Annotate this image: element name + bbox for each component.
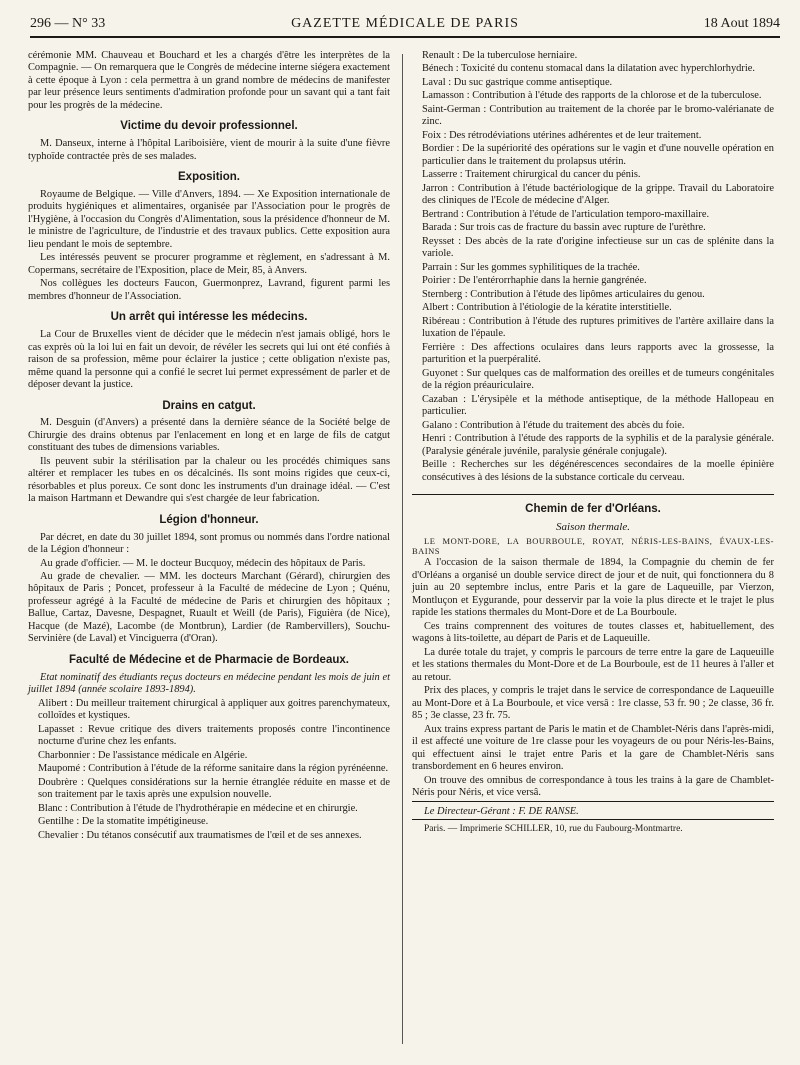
thesis-entry: Ribéreau : Contribution à l'étude des ruptures primitives de l'artère axillaire dans la luxation de l'épaule. <box>422 315 774 340</box>
chemin-paragraph: Aux trains express partant de Paris le matin et de Chamblet-Néris dans l'après-midi, il est affecté une voiture de 1re classe pour les voyageurs de ou pour Néris-les-Bains, qui effectuent ainsi le trajet entre Paris et la gare de Chamblet-Néris sans transbordement en 6 heures environ. <box>412 723 774 773</box>
chemin-places: LE MONT-DORE, LA BOURBOULE, ROYAT, NÉRIS-LES-BAINS, ÉVAUX-LES-BAINS <box>412 535 774 557</box>
thesis-entry: Bertrand : Contribution à l'étude de l'articulation temporo-maxillaire. <box>422 208 710 220</box>
chemin-paragraph: Prix des places, y compris le trajet dans le service de correspondance de Laqueuille au Mont-Dore et à La Bourboule, et vice versâ : 1re classe, 53 fr. 90 ; 2e classe, 36 fr. 85 ; 3e classe, 23 fr. 75. <box>412 685 774 722</box>
thesis-entry: Jarron : Contribution à l'étude bactériologique de la grippe. Travail du Laboratoire des cliniques de l'Ecole de médecine d'Alger. <box>422 182 774 207</box>
page-number: 296 — N° 33 <box>30 16 106 31</box>
thesis-entry: Reysset : Des abcès de la rate d'origine infectieuse sur un cas de splénite dans la variole. <box>422 235 774 260</box>
thesis-entry: Chevalier : Du tétanos consécutif aux traumatismes de l'œil et de ses annexes. <box>38 829 362 841</box>
thesis-entry: Galano : Contribution à l'étude du traitement des abcès du foie. <box>422 419 685 431</box>
thesis-entry: Doubrère : Quelques considérations sur la hernie étranglée réduite en masse et de son traitement par le taxis après une expulsion nouvelle. <box>38 776 390 801</box>
thesis-entry: Henri : Contribution à l'étude des rapports de la syphilis et de la paralysie générale. (Paralysie générale juvénile, paralysie générale conjugale). <box>422 433 774 457</box>
chemin-paragraph: A l'occasion de la saison thermale de 1894, la Compagnie du chemin de fer d'Orléans a organisé un double service direct de jour et de nuit, qui fonctionnera du 8 juin au 20 septembre inclus, entre Paris et la gare de Laqueuille, par Vierzon, Montluçon et Eygurande, pour desservir par la voie la plus directe et le trajet le plus rapide les stations thermales du Mont-Dore et de La Bourboule. <box>412 557 774 619</box>
thesis-entry: Charbonnier : De l'assistance médicale en Algérie. <box>38 749 248 761</box>
thesis-entry: Beille : Recherches sur les dégénérescences secondaires de la moelle épinière consécutives à des lésions de la substance corticale du cerveau. <box>422 459 774 483</box>
legion-paragraph: Au grade d'officier. — M. le docteur Bucquoy, médecin des hôpitaux de Paris. <box>40 557 366 569</box>
thesis-entry: Bordier : De la supériorité des opérations sur le vagin et d'une nouvelle opération en particulier dans le traitement du prolapsus utérin. <box>422 143 774 167</box>
director-signature: Le Directeur-Gérant : F. DE RANSE. <box>412 801 774 818</box>
thesis-entry: Albert : Contribution à l'étiologie de la kératite interstitielle. <box>422 302 672 314</box>
intro-paragraph: cérémonie MM. Chauveau et Bouchard et les a chargés d'être les interprètes de la Compagnie. — On remarquera que le Congrès de médecine interne siégera exactement à cette époque à Lyon : cela permettra à un grand nombre de médecins de manifester par leur présence leurs sentiments d'admiration profonde pour un savant qui a tant fait pour les progrès de la médecine. <box>28 50 390 111</box>
thesis-entry: Renault : De la tuberculose herniaire. <box>422 50 578 61</box>
exposition-heading: Exposition. <box>178 171 240 184</box>
thesis-entry: Barada : Sur trois cas de fracture du bassin avec rupture de l'urèthre. <box>422 222 706 234</box>
chemin-paragraph: On trouve des omnibus de correspondance à tous les trains à la gare de Chamblet-Néris pour Néris, et vice versâ. <box>412 774 774 799</box>
thesis-entry: Alibert : Du meilleur traitement chirurgical à appliquer aux goitres parenchymateux, colloïdes et kystiques. <box>38 697 390 722</box>
thesis-entry: Guyonet : Sur quelques cas de malformation des oreilles et de tumeurs congénitales de la région préauriculaire. <box>422 367 774 392</box>
exposition-paragraph: Les intéressés peuvent se procurer programme et règlement, en s'adressant à M. Copermans, secrétaire de l'Exposition, place de Meir, 85, à Anvers. <box>28 252 390 276</box>
bordeaux-heading: Faculté de Médecine et de Pharmacie de Bordeaux. <box>69 653 349 666</box>
thesis-entry: Maupomé : Contribution à l'étude de la réforme sanitaire dans la région pyrénéenne. <box>38 763 389 775</box>
right-column <box>412 50 774 836</box>
thesis-entry: Laval : Du suc gastrique comme antiseptique. <box>422 76 613 88</box>
legion-paragraph: Au grade de chevalier. — MM. les docteurs Marchant (Gérard), chirurgien des hôpitaux de Paris ; Poncet, professeur à la Faculté de médecine de Lyon ; Quénu, professeur agrégé à la Faculté de médecine de Paris et chirurgien des hôpitaux ; Ballue, Cartaz, Davesne, Despagnet, Ruault et Weill (de Paris), Figuièra (de Nice), Hacque (de Mazé), Lacombe (de Montbrun), Lardier (de Rambervillers), Souchu-Servinière (de Laval) et Vinciguerra (d'Oran). <box>28 571 390 645</box>
page-header <box>30 14 780 38</box>
drains-heading: Drains en catgut. <box>162 399 256 412</box>
legion-heading: Légion d'honneur. <box>159 513 259 526</box>
drains-paragraph: M. Desguin (d'Anvers) a présenté dans la dernière séance de la Société belge de Chirurgie des drains obtenus par l'enlacement en long et en large de fils de catgut constituant des tubes de dimensions variables. <box>28 417 390 454</box>
thesis-entry: Lamasson : Contribution à l'étude des rapports de la chlorose et de la tuberculose. <box>422 90 762 102</box>
thesis-entry: Gentilhe : De la stomatite impétigineuse. <box>38 816 209 828</box>
bordeaux-subtitle: Etat nominatif des étudiants reçus docteurs en médecine pendant les mois de juin et juillet 1894 (année scolaire 1893-1894). <box>28 671 390 696</box>
victime-heading: Victime du devoir professionnel. <box>120 120 298 133</box>
section-rule <box>412 494 774 495</box>
thesis-entry: Sternberg : Contribution à l'étude des lipômes articulaires du genou. <box>422 288 705 300</box>
arret-paragraph: La Cour de Bruxelles vient de décider que le médecin n'est jamais obligé, hors le cas exprès où la loi lui en fait un devoir, de révéler les secrets qui lui ont été confiés à raison de sa profession, même pour éclairer la justice ; cette obligation n'existe pas, même quand la personne qui a confié le secret lui permet expressément de parler et de déposer devant la justice. <box>28 329 390 391</box>
thesis-entry: Lapasset : Revue critique des divers traitements proposés contre l'incontinence nocturne d'urine chez les enfants. <box>38 723 390 748</box>
chemin-paragraph: La durée totale du trajet, y compris le parcours de terre entre la gare de Laqueuille et les stations thermales du Mont-Dore et de La Bourboule, est de 11 heures à l'aller et au retour. <box>412 646 774 683</box>
arret-heading: Un arrêt qui intéresse les médecins. <box>110 311 308 324</box>
thesis-entry: Lasserre : Traitement chirurgical du cancer du pénis. <box>422 169 641 181</box>
left-column <box>28 50 390 843</box>
legion-paragraph: Par décret, en date du 30 juillet 1894, sont promus ou nommés dans l'ordre national de la Légion d'honneur : <box>28 531 390 556</box>
thesis-entry: Saint-German : Contribution au traitement de la chorée par le bromo-valérianate de zinc. <box>422 103 774 128</box>
thesis-entry: Cazaban : L'érysipèle et la méthode antiseptique, de la méthode Hallopeau en particulier. <box>422 393 774 418</box>
printer-imprint: Paris. — Imprimerie SCHILLER, 10, rue du Faubourg-Montmartre. <box>412 819 774 835</box>
thesis-entry: Foix : Des rétrodéviations utérines adhérentes et de leur traitement. <box>422 129 702 141</box>
column-divider <box>402 54 403 1044</box>
issue-date: 18 Aout 1894 <box>703 16 780 31</box>
chemin-heading: Chemin de fer d'Orléans. <box>525 502 661 515</box>
thesis-entry: Bénech : Toxicité du contenu stomacal dans la dilatation avec hyperchlorhydrie. <box>422 63 755 75</box>
thesis-entry: Blanc : Contribution à l'étude de l'hydrothérapie en médecine et en chirurgie. <box>38 802 358 814</box>
chemin-subtitle: Saison thermale. <box>556 520 630 533</box>
victime-paragraph: M. Danseux, interne à l'hôpital Lariboisière, vient de mourir à la suite d'une fièvre typhoïde contractée près de ses malades. <box>28 138 390 162</box>
thesis-entry: Poirier : De l'entérorrhaphie dans la hernie gangrénée. <box>422 275 647 287</box>
journal-title: GAZETTE MÉDICALE DE PARIS <box>291 16 519 31</box>
exposition-paragraph: Nos collègues les docteurs Faucon, Guermonprez, Lavrand, figurent parmi les membres d'honneur de l'Association. <box>28 278 390 302</box>
exposition-paragraph: Royaume de Belgique. — Ville d'Anvers, 1894. — Xe Exposition internationale de produits hygiéniques et alimentaires, organisée par l'Association pour le progrès de l'Hygiène, à l'occasion du Congrès d'Alimentation, sous la présidence d'honneur de M. le ministre de l'agriculture, de l'industrie et des travaux publics. Cette exposition aura lieu pendant le mois de septembre. <box>28 188 390 250</box>
drains-paragraph: Ils peuvent subir la stérilisation par la chaleur ou les procédés chimiques sans altérer et remplacer les tubes en os décalcinés. Ils sont moins rigides que ceux-ci, résorbables et plus poreux. Ce sont donc les instruments d'un drainage idéal. — C'est la maison Hartmann et Dewandre qui s'est chargée de leur fabrication. <box>28 455 390 505</box>
thesis-entry: Ferrière : Des affections oculaires dans leurs rapports avec la grossesse, la parturition et la puerpéralité. <box>422 341 774 366</box>
thesis-entry: Parrain : Sur les gommes syphilitiques de la trachée. <box>422 261 640 273</box>
chemin-paragraph: Ces trains comprennent des voitures de toutes classes et, habituellement, des wagons à lits-toilette, au départ de Paris et de Laqueuille. <box>412 620 774 645</box>
